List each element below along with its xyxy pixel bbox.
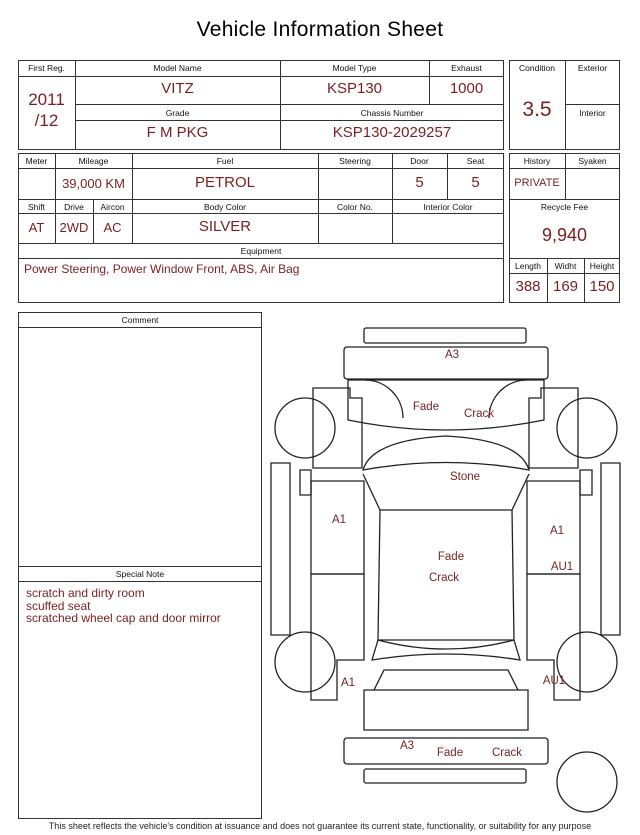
condition-label: Condition [519, 63, 555, 73]
width-label: Widht [554, 261, 577, 271]
damage-rear-2: Crack [491, 747, 523, 759]
damage-hood-left: Fade [412, 401, 440, 413]
interior-color-label: Interior Color [423, 202, 473, 212]
shift-value: AT [28, 220, 45, 235]
car-damage-diagram [262, 318, 632, 818]
condition-value: 3.5 [522, 98, 552, 121]
length-value: 388 [515, 278, 541, 295]
drive-label: Drive [64, 202, 84, 212]
first-reg-year: 2011 [28, 90, 65, 109]
equipment-label: Equipment [240, 246, 282, 256]
fuel-value: PETROL [194, 174, 255, 191]
model-name-value: VITZ [161, 80, 194, 97]
recycle-fee-label: Recycle Fee [540, 202, 589, 212]
front-left-wheel [275, 398, 335, 458]
mileage-label: Mileage [78, 156, 109, 166]
damage-left-rear-quarter: A1 [340, 677, 356, 689]
damage-left-front-door: A1 [331, 514, 347, 526]
windshield [363, 436, 529, 470]
chassis-value: KSP130-2029257 [332, 124, 452, 141]
front-bumper-top [364, 328, 526, 343]
aircon-value: AC [103, 220, 122, 235]
exhaust-label: Exhaust [451, 63, 482, 73]
damage-windshield: Stone [449, 471, 481, 483]
rear-left-wheel [275, 632, 335, 692]
damage-roof-2: Crack [428, 572, 460, 584]
aircon-label: Aircon [100, 202, 125, 212]
rear-right-wheel [557, 632, 617, 692]
damage-right-rear-door: AU1 [550, 561, 574, 573]
damage-rear-bumper: A3 [399, 740, 415, 752]
history-value: PRIVATE [514, 177, 560, 189]
comment-label: Comment [121, 315, 159, 325]
exhaust-value: 1000 [449, 80, 484, 97]
meter-label: Meter [25, 156, 48, 166]
drive-value: 2WD [59, 220, 89, 235]
page-title: Vehicle Information Sheet [196, 18, 444, 41]
exterior-label: Exterior [577, 63, 608, 73]
body-color-value: SILVER [198, 218, 252, 235]
steering-label: Steering [339, 156, 371, 166]
seat-label: Seat [466, 156, 485, 166]
special-note-line: scuffed seat [26, 598, 91, 613]
width-value: 169 [552, 278, 579, 295]
model-type-value: KSP130 [326, 80, 383, 97]
shift-label: Shift [27, 202, 45, 212]
mileage-value: 39,000 KM [62, 176, 125, 191]
height-value: 150 [589, 278, 615, 295]
damage-right-front-door: A1 [549, 525, 565, 537]
spare-tire [557, 752, 617, 812]
length-label: Length [515, 261, 541, 271]
seat-value: 5 [471, 174, 480, 191]
damage-roof-1: Fade [437, 551, 465, 563]
grade-label: Grade [165, 108, 190, 118]
fuel-label: Fuel [216, 156, 234, 166]
history-label: History [523, 156, 551, 166]
equipment-value: Power Steering, Power Window Front, ABS, Air Bag [24, 262, 300, 276]
disclaimer-footer: This sheet reflects the vehicle's condition at issuance and does not guarantee its current state, functionality, or suitability for any purpose [48, 821, 592, 831]
color-no-label: Color No. [337, 202, 373, 212]
door-value: 5 [415, 174, 424, 191]
syaken-label: Syaken [578, 156, 607, 166]
damage-right-rear-quarter: AU1 [542, 675, 566, 687]
model-type-label: Model Type [332, 63, 377, 73]
special-note-line: scratch and dirty room [26, 586, 145, 600]
interior-label: Interior [579, 108, 606, 118]
special-note-line: scratched wheel cap and door mirror [26, 611, 221, 625]
damage-front-bumper: A3 [444, 349, 460, 361]
front-right-wheel [557, 398, 617, 458]
door-label: Door [410, 156, 429, 166]
height-label: Height [589, 261, 615, 271]
damage-rear-1: Fade [436, 747, 464, 759]
first-reg-month: /12 [34, 111, 59, 130]
chassis-label: Chassis Number [360, 108, 424, 118]
first-reg-label: First Reg. [28, 63, 65, 73]
damage-hood-right: Crack [463, 408, 495, 420]
recycle-fee-value: 9,940 [541, 225, 588, 245]
grade-value: F M PKG [146, 124, 209, 141]
model-name-label: Model Name [153, 63, 202, 73]
special-note-label: Special Note [115, 569, 165, 579]
body-color-label: Body Color [203, 202, 247, 212]
